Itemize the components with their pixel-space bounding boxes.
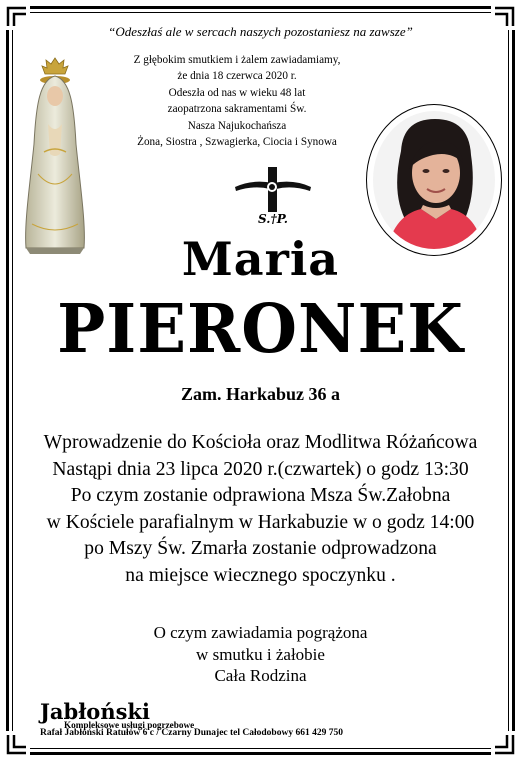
ceremony-line: w Kościele parafialnym w Harkabuzie w o godz 14:00 bbox=[46, 511, 475, 533]
intro-line: Z głębokim smutkiem i żalem zawiadamiamy, bbox=[133, 54, 341, 66]
intro-line: Żona, Siostra , Szwagierka, Ciocia i Synowa bbox=[137, 136, 337, 149]
intro-line: Odeszła od nas w wieku 48 lat bbox=[168, 86, 306, 99]
corner-ornament-icon bbox=[4, 731, 30, 757]
cross-icon bbox=[232, 167, 314, 225]
intro-line: że dnia 18 czerwca 2020 r. bbox=[177, 70, 297, 83]
ceremony-text bbox=[0, 430, 521, 590]
ceremony-line: po Mszy Św. Zmarła zostanie odprowadzona bbox=[84, 538, 437, 560]
intro-line: zaopatrzona sakramentami Św. bbox=[167, 103, 307, 116]
ceremony-line: Nastąpi dnia 23 lipca 2020 r.(czwartek) o godz 13:30 bbox=[52, 458, 469, 480]
portrait-photo bbox=[373, 111, 495, 249]
family-line: w smutku i żałobie bbox=[196, 644, 325, 664]
last-name: PIERONEK bbox=[57, 290, 464, 369]
family-line: Cała Rodzina bbox=[214, 666, 307, 685]
motto: “Odeszłaś ale w sercach naszych pozostaniesz na zawsze” bbox=[108, 24, 413, 39]
corner-ornament-icon bbox=[491, 731, 517, 757]
first-name: Maria bbox=[181, 232, 340, 286]
intro-line: Nasza Najukochańsza bbox=[187, 119, 287, 132]
family-text bbox=[0, 622, 521, 687]
address: Zam. Harkabuz 36 a bbox=[180, 384, 340, 404]
company-name: Jabłoński bbox=[40, 699, 150, 724]
company-address: Rafał Jabłoński Ratułów 6 c / Czarny Dunajec tel Całodobowy 661 429 750 bbox=[40, 728, 343, 738]
ceremony-line: Po czym zostanie odprawiona Msza Św.Załobna bbox=[70, 485, 451, 507]
company-subtitle: Kompleksowe usługi pogrzebowe bbox=[64, 720, 195, 730]
cross-monogram: S.†P. bbox=[258, 212, 288, 225]
ceremony-line: Wprowadzenie do Kościoła oraz Modlitwa Różańcowa bbox=[43, 432, 478, 453]
intro-text bbox=[112, 52, 362, 150]
company-logo bbox=[40, 699, 195, 730]
madonna-statue-image bbox=[18, 54, 92, 254]
family-line: O czym zawiadamia pogrążona bbox=[153, 623, 368, 642]
ceremony-line: na miejsce wiecznego spoczynku . bbox=[125, 564, 396, 586]
